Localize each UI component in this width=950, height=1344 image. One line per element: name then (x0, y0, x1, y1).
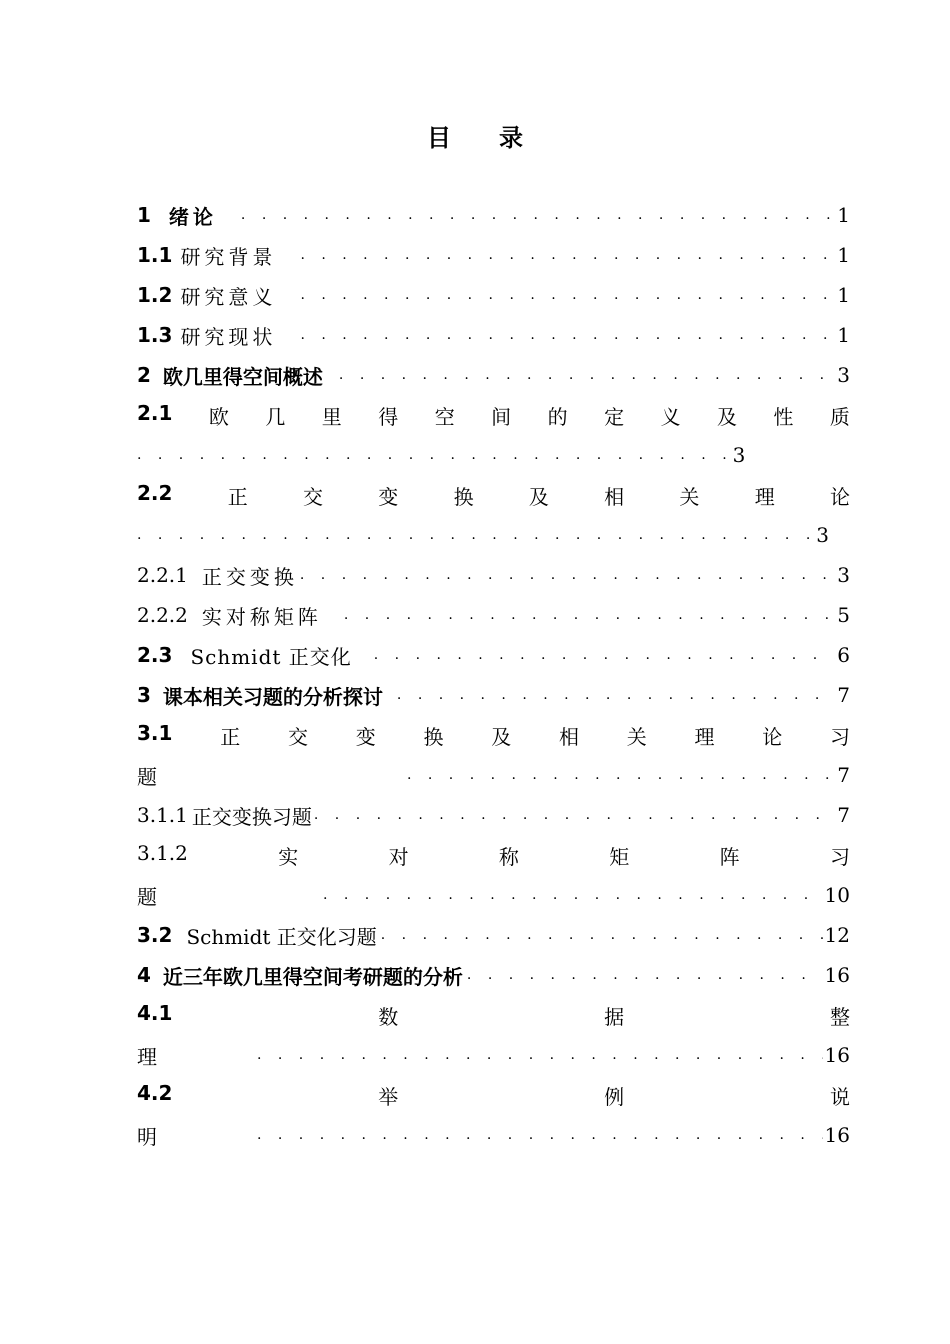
toc-word: 举 (378, 1084, 399, 1109)
toc-word: 说 (829, 1084, 850, 1109)
toc-entry[interactable]: 1 绪论 . . . 1 (137, 195, 850, 235)
leader-dots (397, 688, 835, 702)
title-char-1: 目 (427, 124, 451, 152)
toc-entry[interactable]: 3 课本相关习题的分析探讨 . . . 7 (137, 675, 850, 715)
leader-dots (339, 368, 835, 382)
toc-entry-continuation: . . . . . . . . . . . . . . . . . . . . . . . . . . . . . . . . . 3 (137, 523, 829, 547)
toc-word: 关 (679, 484, 700, 509)
toc-entry-continuation: . . . . . . . . . . . . . . . . . . . . . . . . . . . . . 3 (137, 443, 746, 467)
leader-dots: . . . . . . . . . . . . . . . . . . . . . . . . . . . . . . . . . (137, 527, 817, 543)
toc-word: 理 (694, 724, 715, 749)
toc-entry[interactable]: 4.2 举 例 说 (137, 1080, 850, 1109)
toc-word: 例 (604, 1084, 625, 1109)
toc-word: 里 (321, 404, 342, 429)
toc-entry[interactable]: 4 近三年欧几里得空间考研题的分析 . . . 16 (137, 955, 850, 995)
toc-word: 理 (754, 484, 775, 509)
leader-dots (257, 1048, 823, 1062)
toc-word: 几 (265, 404, 286, 429)
toc-word: 整 (829, 1004, 850, 1029)
toc-word: 变 (378, 484, 399, 509)
toc-word: 论 (762, 724, 783, 749)
toc-entry[interactable]: 2.2 正 交 变 换 及 相 关 理 论 (137, 480, 850, 509)
leader-dots (344, 608, 835, 622)
toc-word: 空 (434, 404, 455, 429)
toc-word: 交 (287, 724, 308, 749)
leader-dots (407, 768, 835, 782)
toc-word: 阵 (719, 844, 740, 869)
toc-word: 变 (355, 724, 376, 749)
toc-word: 交 (303, 484, 323, 509)
toc-entry[interactable]: 3.1.2 实 对 称 矩 阵 习 (137, 840, 850, 869)
toc-entry[interactable]: 2.3 Schmidt 正交化 . . . 6 (137, 635, 850, 675)
toc-word: 及 (716, 404, 737, 429)
toc-word: 习 (829, 724, 850, 749)
toc-entry-continuation: 题 . . . 10 (137, 875, 850, 915)
leader-dots (300, 328, 835, 342)
toc-entry[interactable]: 1.3 研究现状 . . . 1 (137, 315, 850, 355)
toc-word: 对 (388, 844, 409, 869)
toc-word: 及 (491, 724, 512, 749)
toc-word: 得 (378, 404, 399, 429)
toc-word: 据 (604, 1004, 625, 1029)
toc-entry[interactable]: 2.2.2 实对称矩阵 . . . 5 (137, 595, 850, 635)
leader-dots (257, 1128, 823, 1142)
toc-entry[interactable]: 3.1 正 交 变 换 及 相 关 理 论 习 (137, 720, 850, 749)
toc-entry-continuation: 题 . . . 7 (137, 755, 850, 795)
toc-word: 欧 (208, 404, 229, 429)
title-char-2: 录 (499, 124, 523, 152)
toc-word: 称 (498, 844, 519, 869)
toc-word: 性 (773, 404, 794, 429)
toc-entry[interactable]: 2.1 欧 几 里 得 空 间 的 定 义 及 性 质 (137, 400, 850, 429)
toc-word: 正 (227, 484, 248, 509)
leader-dots (300, 248, 835, 262)
leader-dots (467, 968, 823, 982)
toc-entry[interactable]: 3.2 Schmidt 正交化习题 . . . 12 (137, 915, 850, 955)
toc-word: 正 (220, 724, 241, 749)
toc-word: 论 (829, 484, 850, 509)
toc-word: 关 (626, 724, 647, 749)
toc-entry[interactable]: 1.1 研究背景 . . . 1 (137, 235, 850, 275)
toc-word: 相 (604, 484, 625, 509)
toc-word: 的 (547, 404, 568, 429)
toc-word: 相 (558, 724, 579, 749)
toc-word: 质 (829, 404, 850, 429)
leader-dots (323, 888, 823, 902)
toc-word: 矩 (609, 844, 630, 869)
toc-entry[interactable]: 1.2 研究意义 . . . 1 (137, 275, 850, 315)
toc-word: 实 (278, 844, 299, 869)
toc-word: 及 (528, 484, 549, 509)
toc-word: 间 (491, 404, 512, 429)
toc-entry[interactable]: 4.1 数 据 整 (137, 1000, 850, 1029)
toc-entry[interactable]: 2 欧几里得空间概述 . . . 3 (137, 355, 850, 395)
toc-word: 换 (423, 724, 444, 749)
table-of-contents (137, 195, 850, 1155)
toc-entry-continuation: 理 . . . 16 (137, 1035, 850, 1075)
toc-word: 习 (829, 844, 850, 869)
toc-word: 换 (453, 484, 474, 509)
toc-word: 数 (378, 1004, 399, 1029)
toc-entry[interactable]: 3.1.1 正交变换习题 . . . 7 (137, 795, 850, 835)
toc-word: 定 (604, 404, 625, 429)
leader-dots (241, 208, 835, 222)
toc-entry[interactable]: 2.2.1 正交变换 . . . 3 (137, 555, 850, 595)
leader-dots (314, 808, 835, 822)
toc-word: 义 (660, 404, 681, 429)
leader-dots (300, 288, 835, 302)
page-title (0, 118, 950, 153)
toc-entry-continuation: 明 . . . 16 (137, 1115, 850, 1155)
leader-dots (374, 648, 835, 662)
leader-dots (381, 928, 823, 942)
leader-dots (300, 568, 835, 582)
leader-dots: . . . . . . . . . . . . . . . . . . . . . . . . . . . . . (137, 447, 733, 463)
